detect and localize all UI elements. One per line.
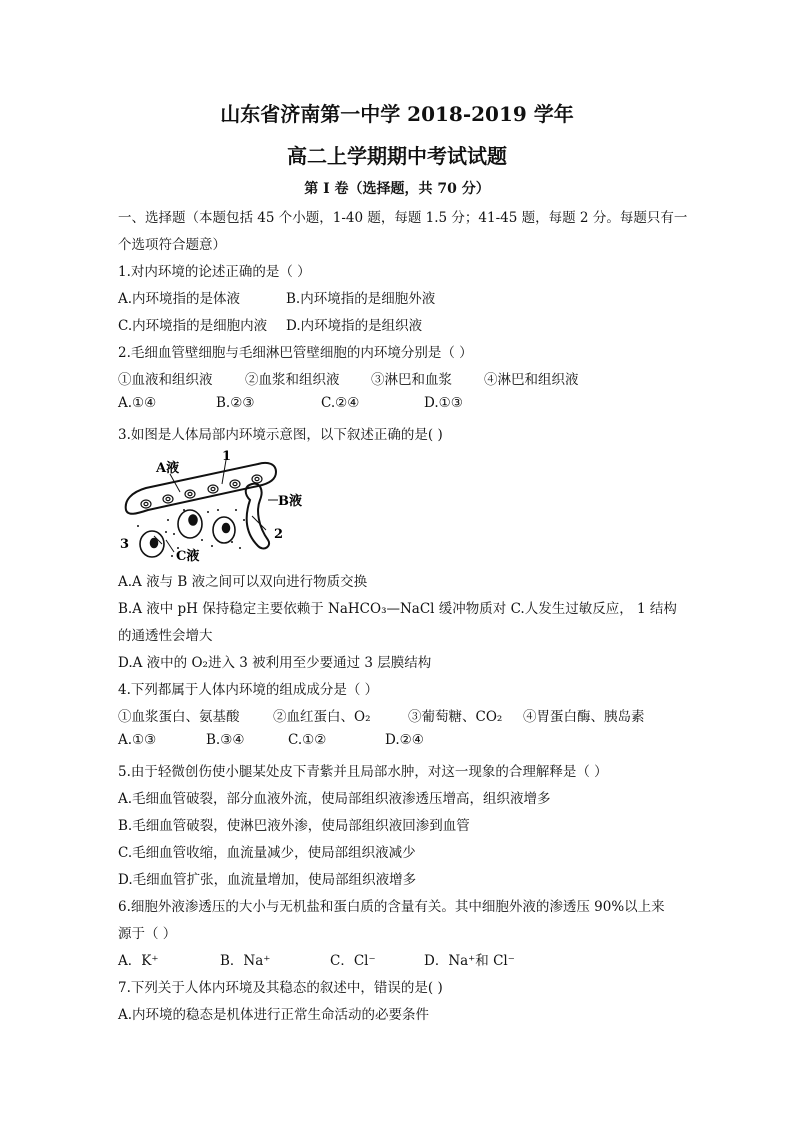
blood-cells: [141, 475, 262, 508]
q3-option-b-cont: 的通透性会增大: [118, 628, 213, 644]
q5-option-c: C.毛细血管收缩，血流量减少，使局部组织液减少: [118, 845, 416, 861]
q3-stem: 3.如图是人体局部内环境示意图，以下叙述正确的是( ): [118, 427, 443, 443]
q2-option-c: C.②④: [321, 395, 360, 411]
q3-option-a: A.A 液与 B 液之间可以双向进行物质交换: [118, 574, 368, 590]
q5-option-a: A.毛细血管破裂，部分血液外流，使局部组织液渗透压增高，组织液增多: [118, 791, 551, 807]
page-title: 山东省济南第一中学 2018-2019 学年: [220, 102, 574, 126]
q6-option-b: B．Na⁺: [220, 953, 271, 969]
q2-statement-3: ③淋巴和血浆: [371, 372, 452, 388]
q3-option-d: D.A 液中的 O₂进入 3 被利用至少要通过 3 层膜结构: [118, 655, 432, 671]
internal-environment-diagram: [118, 448, 302, 566]
fig-label-c: C液: [176, 549, 200, 564]
fig-label-1: 1: [222, 449, 232, 464]
q2-stem: 2.毛细血管壁细胞与毛细淋巴管壁细胞的内环境分别是（ ）: [118, 345, 473, 361]
q4-option-b: B.③④: [206, 732, 245, 748]
q7-option-a: A.内环境的稳态是机体进行正常生命活动的必要条件: [118, 1007, 430, 1023]
q1-option-a: A.内环境指的是体液: [118, 291, 241, 307]
q4-stem: 4.下列都属于人体内环境的组成成分是（ ）: [118, 682, 379, 698]
q4-statement-3: ③葡萄糖、CO₂: [408, 709, 503, 725]
q1-stem: 1.对内环境的论述正确的是（ ）: [118, 264, 311, 280]
q4-statement-1: ①血浆蛋白、氨基酸: [118, 709, 240, 725]
q2-statement-4: ④淋巴和组织液: [484, 372, 579, 388]
q3-option-b: B.A 液中 pH 保持稳定主要依赖于 NaHCO₃—NaCl 缓冲物质对 C.人发生过敏反应， 1 结构: [118, 601, 677, 617]
fig-label-a: A液: [156, 461, 180, 476]
q7-stem: 7.下列关于人体内环境及其稳态的叙述中，错误的是( ): [118, 980, 443, 996]
q2-statement-2: ②血浆和组织液: [245, 372, 340, 388]
fig-label-b: B液: [278, 494, 302, 509]
q5-stem: 5.由于轻微创伤使小腿某处皮下青紫并且局部水肿，对这一现象的合理解释是（ ）: [118, 764, 608, 780]
q2-statement-1: ①血液和组织液: [118, 372, 213, 388]
q4-option-d: D.②④: [385, 732, 424, 748]
q6-stem-cont: 源于（ ）: [118, 926, 177, 942]
q1-option-b: B.内环境指的是细胞外液: [286, 291, 436, 307]
lymph-vessel: [246, 484, 269, 549]
instructions-line-2: 个选项符合题意）: [118, 237, 226, 253]
section-heading: 第 I 卷（选择题，共 70 分）: [304, 181, 490, 197]
q2-option-d: D.①③: [424, 395, 463, 411]
instructions-line-1: 一、选择题（本题包括 45 个小题，1-40 题，每题 1.5 分；41-45 题，每题 2 分。每题只有一: [118, 210, 688, 226]
q6-option-c: C．Cl⁻: [330, 953, 376, 969]
q6-stem: 6.细胞外液渗透压的大小与无机盐和蛋白质的含量有关。其中细胞外液的渗透压 90%以上来: [118, 899, 665, 915]
q4-statement-2: ②血红蛋白、O₂: [273, 709, 371, 725]
q5-option-b: B.毛细血管破裂，使淋巴液外渗，使局部组织液回渗到血管: [118, 818, 470, 834]
page-subtitle: 高二上学期期中考试试题: [287, 144, 507, 168]
fig-label-2: 2: [274, 527, 284, 542]
q2-option-b: B.②③: [216, 395, 255, 411]
q6-option-d: D．Na⁺和 Cl⁻: [424, 953, 515, 969]
q4-statement-4: ④胃蛋白酶、胰岛素: [523, 709, 645, 725]
fig-label-3: 3: [120, 537, 130, 552]
capillary-vessel: [126, 463, 276, 514]
q1-option-c: C.内环境指的是细胞内液: [118, 318, 268, 334]
q5-option-d: D.毛细血管扩张，血流量增加，使局部组织液增多: [118, 872, 417, 888]
q4-option-c: C.①②: [288, 732, 327, 748]
q3-figure: [118, 448, 302, 566]
q1-option-d: D.内环境指的是组织液: [286, 318, 423, 334]
q6-option-a: A．K⁺: [118, 953, 159, 969]
q4-option-a: A.①③: [118, 732, 157, 748]
q2-option-a: A.①④: [118, 395, 157, 411]
